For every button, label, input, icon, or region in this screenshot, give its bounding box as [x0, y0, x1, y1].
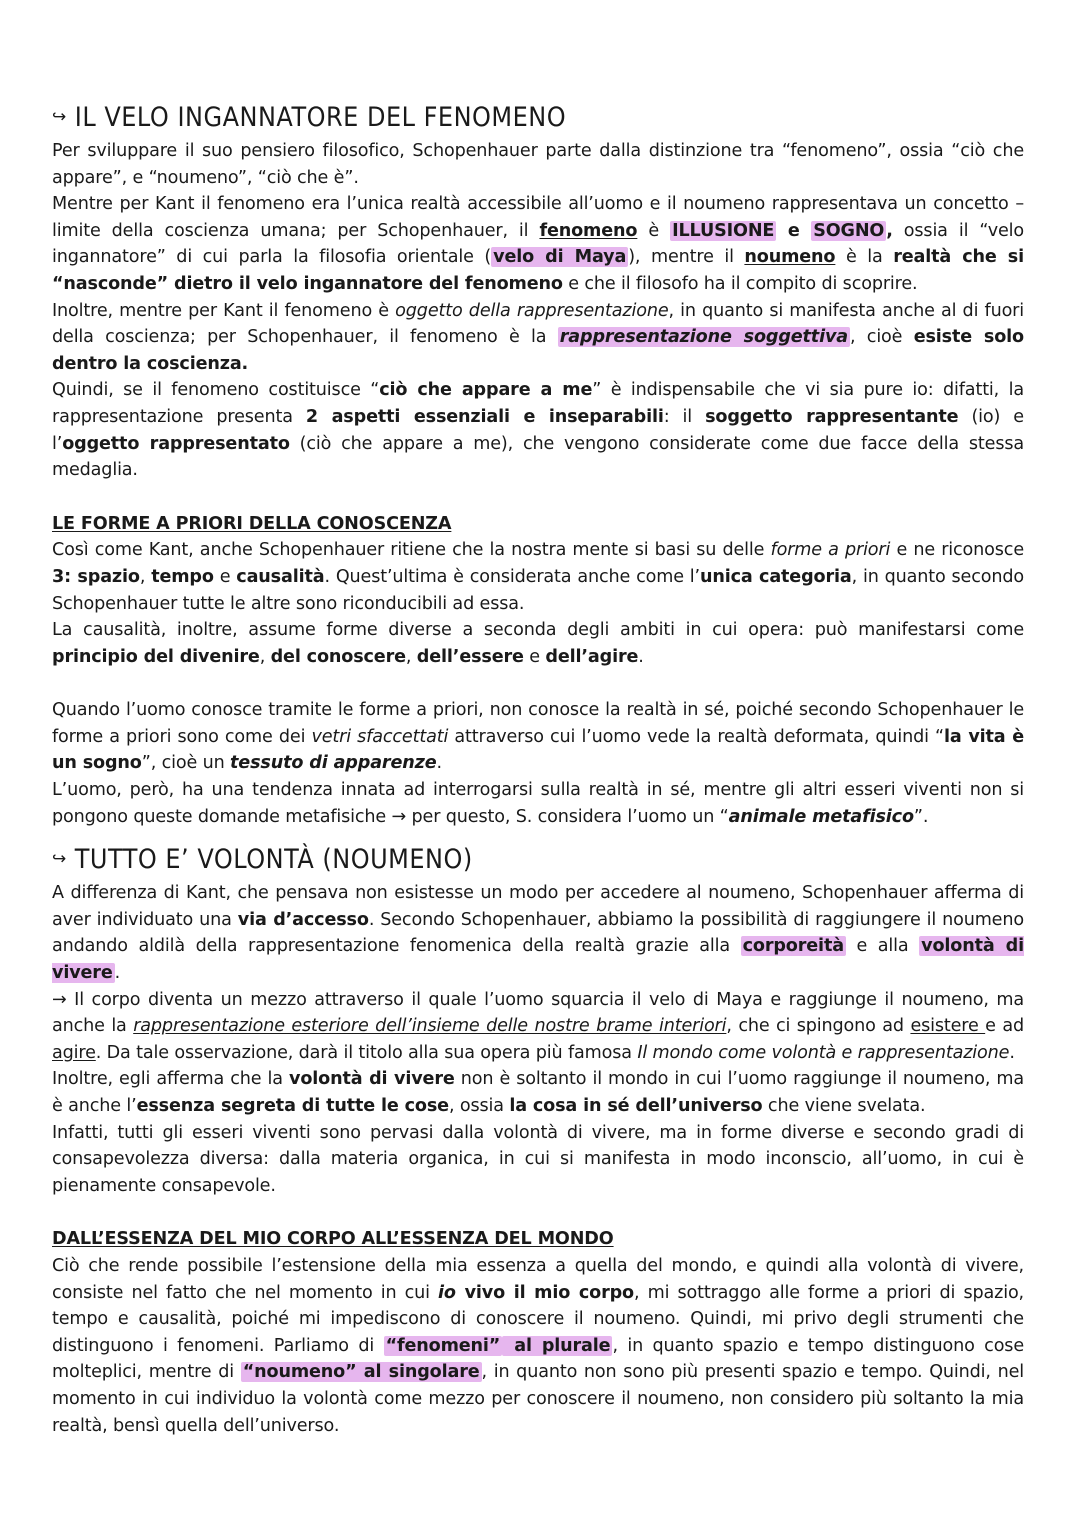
paragraph	[52, 1066, 1024, 1119]
text-run: L’uomo, però, ha una tendenza innata ad interrogarsi sulla realtà in sé, mentre gli altri esseri viventi non si pongono queste domande metafisiche → per questo, S. considera l’uomo un “	[52, 780, 1024, 827]
text-run: (io) e l’	[52, 406, 1024, 454]
paragraph	[52, 1253, 1024, 1439]
paragraph	[52, 617, 1024, 670]
text-run: non è soltanto il mondo in cui l’uomo raggiunge il noumeno, ma è anche l’	[52, 1069, 1024, 1116]
text-run: agire	[52, 1042, 96, 1063]
text-run: . Da tale osservazione, darà il titolo alla sua opera più famosa	[95, 1042, 638, 1063]
text-run: , mi sottraggo alle forme a priori di spazio, tempo e causalità, poiché mi impediscono di conoscere il noumeno. Quindi, mi privo degli strumenti che distinguono i fenomeni. Parliamo di	[52, 1282, 1024, 1356]
text-run: unica categoria	[699, 566, 852, 587]
text-run: , in quanto spazio e tempo distinguono cose molteplici, mentre di	[52, 1335, 1024, 1383]
text-run: io	[438, 1282, 456, 1303]
text-run: → Il corpo diventa un mezzo attraverso il quale l’uomo squarcia il velo di Maya e raggiunge il noumeno, ma anche la	[52, 989, 1024, 1037]
section-essenza	[52, 1226, 1024, 1439]
text-run: velo di Maya	[493, 247, 627, 268]
text-run: .	[114, 963, 121, 984]
text-run: “fenomeni”	[385, 1335, 501, 1356]
section-volonta	[52, 880, 1024, 1199]
text-run: .	[638, 646, 644, 667]
text-run: tempo	[151, 566, 214, 587]
paragraph	[52, 987, 1024, 1067]
text-run: ILLUSIONE	[672, 220, 775, 241]
text-run: 3: spazio	[52, 566, 140, 587]
text-run: e	[523, 646, 546, 667]
paragraph	[52, 777, 1024, 830]
text-run: fenomeno	[539, 220, 638, 241]
text-run: forme a priori	[770, 540, 891, 561]
text-run: , in quanto secondo Schopenhauer tutte le altre sono riconducibili ad essa.	[52, 566, 1024, 614]
text-run: la vita è un sogno	[52, 726, 1024, 774]
paragraph	[52, 191, 1024, 297]
text-run: Per sviluppare il suo pensiero filosofico, Schopenhauer parte dalla distinzione tra “fenomeno”, ossia “ciò che appare”, e “noumeno”, “ciò che è”.	[52, 141, 1024, 188]
text-run: e alla	[845, 936, 920, 957]
text-run: ,	[259, 646, 271, 667]
text-run: la cosa in sé dell’universo	[509, 1096, 763, 1116]
text-run: , in quanto non sono più presenti spazio e tempo. Quindi, nel momento in cui individuo la volontà come mezzo per conoscere il noumeno, non considero più soltanto la mia realtà, bensì quella dell’universo.	[52, 1362, 1025, 1436]
text-run: tessuto di apparenze	[230, 753, 437, 774]
paragraph	[52, 377, 1024, 483]
text-run: ,	[886, 220, 893, 241]
text-run: Il mondo come volontà e rappresentazione	[637, 1042, 1010, 1063]
text-run: Mentre per Kant il fenomeno era l’unica realtà accessibile all’uomo e il noumeno rappresentava un concetto – limite della coscienza umana; per Schopenhauer, il	[52, 194, 1024, 241]
text-run: Quando l’uomo conosce tramite le forme a priori, non conosce la realtà in sé, poiché secondo Schopenhauer le forme a priori sono come dei	[52, 700, 1024, 747]
document-page	[52, 100, 1024, 1439]
section-velo	[52, 138, 1024, 484]
curved-arrow-icon: ↪	[52, 107, 67, 127]
text-run: , che ci spingono ad	[726, 1016, 911, 1037]
text-run: ), mentre il	[628, 247, 745, 268]
text-run: , in quanto si manifesta anche al di fuori della coscienza; per Schopenhauer, il fenomeno è la	[52, 300, 1025, 348]
text-run: “noumeno” al singolare	[242, 1362, 480, 1383]
text-run: vivo il mio corpo	[455, 1282, 634, 1303]
text-run: ”.	[913, 806, 929, 827]
subheading: DALL’ESSENZA DEL MIO CORPO ALL’ESSENZA DEL MONDO	[52, 1229, 614, 1250]
paragraph	[52, 1120, 1024, 1200]
text-run: è la	[835, 247, 894, 268]
text-run: ossia il “velo ingannatore” di cui parla la filosofia orientale (	[52, 220, 1024, 268]
text-run: essenza segreta di tutte le cose	[136, 1096, 449, 1116]
text-run: principio del divenire	[52, 646, 260, 667]
text-run: SOGNO	[813, 220, 885, 241]
text-run: , ossia	[448, 1096, 510, 1116]
section-forme-a-priori	[52, 511, 1024, 831]
text-run: A differenza di Kant, che pensava non esistesse un modo per accedere al noumeno, Schopenhauer afferma di aver individuato una	[52, 883, 1024, 930]
text-run: esistere	[910, 1016, 986, 1037]
title-text: TUTTO E’ VOLONTÀ (NOUMENO)	[74, 843, 473, 875]
text-run: rappresentazione esteriore dell’insieme delle nostre brame interiori	[133, 1016, 727, 1037]
text-run: e ne riconosce	[890, 540, 1024, 561]
text-run: Inoltre, egli afferma che la	[52, 1069, 289, 1090]
text-run: rappresentazione soggettiva	[559, 327, 848, 348]
text-run: e che il filosofo ha il compito di scoprire.	[562, 273, 918, 294]
text-run: realtà che si “nasconde” dietro il velo ingannatore del fenomeno	[52, 247, 1024, 294]
text-run: è	[637, 220, 671, 241]
subheading: LE FORME A PRIORI DELLA CONOSCENZA	[52, 513, 452, 534]
text-run: Così come Kant, anche Schopenhauer ritiene che la nostra mente si basi su delle	[52, 540, 771, 561]
text-run: e	[213, 566, 237, 587]
text-run: attraverso cui l’uomo vede la realtà deformata, quindi “	[448, 726, 945, 747]
text-run: ,	[405, 646, 417, 667]
text-run: oggetto rappresentato	[62, 433, 290, 454]
text-run: al plurale	[504, 1335, 611, 1356]
text-run: volontà di vivere	[52, 936, 1025, 984]
text-run: ciò che appare a me	[379, 380, 593, 401]
text-run: noumeno	[744, 247, 836, 268]
text-run: Quindi, se il fenomeno costituisce “	[52, 380, 380, 401]
text-run: ” è indispensabile che vi sia pure io: difatti, la rappresentazione presenta	[52, 380, 1024, 427]
text-run: .	[1009, 1042, 1015, 1063]
text-run: ,	[139, 566, 152, 587]
section-title-velo	[52, 100, 1024, 134]
text-run: oggetto della rappresentazione	[395, 300, 669, 321]
paragraph	[52, 537, 1024, 617]
text-run: via d’accesso	[237, 909, 369, 930]
text-run: : il	[663, 406, 706, 427]
text-run: animale metafisico	[728, 806, 914, 827]
text-run: esiste solo dentro la coscienza.	[52, 327, 1024, 374]
text-run: volontà di vivere	[289, 1069, 455, 1090]
text-run: vetri sfaccettati	[311, 726, 449, 747]
paragraph	[52, 138, 1024, 191]
text-run: dell’essere	[416, 646, 524, 667]
text-run: e ad	[985, 1016, 1024, 1037]
text-run: Ciò che rende possibile l’estensione della mia essenza a quella del mondo, e quindi alla volontà di vivere, consiste nel fatto che nel momento in cui	[52, 1255, 1024, 1303]
text-run: che viene svelata.	[762, 1096, 926, 1116]
text-run: dell’agire	[545, 646, 639, 667]
text-run: causalità	[236, 566, 325, 587]
paragraph	[52, 298, 1024, 378]
text-run: . Quest’ultima è considerata anche come l’	[324, 566, 700, 587]
text-run: Inoltre, mentre per Kant il fenomeno è	[52, 300, 396, 321]
text-run: corporeità	[742, 936, 844, 957]
text-run: e	[776, 220, 812, 241]
paragraph	[52, 880, 1024, 986]
text-run: 2 aspetti essenziali e inseparabili	[305, 406, 664, 427]
text-run: soggetto rappresentante	[705, 406, 959, 427]
text-run: ”, cioè un	[141, 753, 231, 774]
text-run: Infatti, tutti gli esseri viventi sono pervasi dalla volontà di vivere, ma in forme diverse e secondo gradi di consapevolezza diversa: dalla materia organica, in cui si manifesta in modo inconscio, all’uomo, in cui è pienamente consapevole.	[52, 1122, 1024, 1196]
paragraph	[52, 697, 1024, 777]
section-title-volonta	[52, 842, 1024, 876]
title-text: IL VELO INGANNATORE DEL FENOMENO	[74, 101, 567, 133]
text-run: (ciò che appare a me), che vengono considerate come due facce della stessa medaglia.	[52, 433, 1024, 481]
text-run: La causalità, inoltre, assume forme diverse a seconda degli ambiti in cui opera: può manifestarsi come	[52, 620, 1024, 641]
curved-arrow-icon: ↪	[52, 849, 67, 870]
text-run: .	[436, 753, 442, 774]
text-run: . Secondo Schopenhauer, abbiamo la possibilità di raggiungere il noumeno andando aldilà della rappresentazione fenomenica della realtà grazie alla	[52, 909, 1024, 957]
text-run: , cioè	[850, 327, 914, 348]
text-run: del conoscere	[270, 646, 406, 667]
